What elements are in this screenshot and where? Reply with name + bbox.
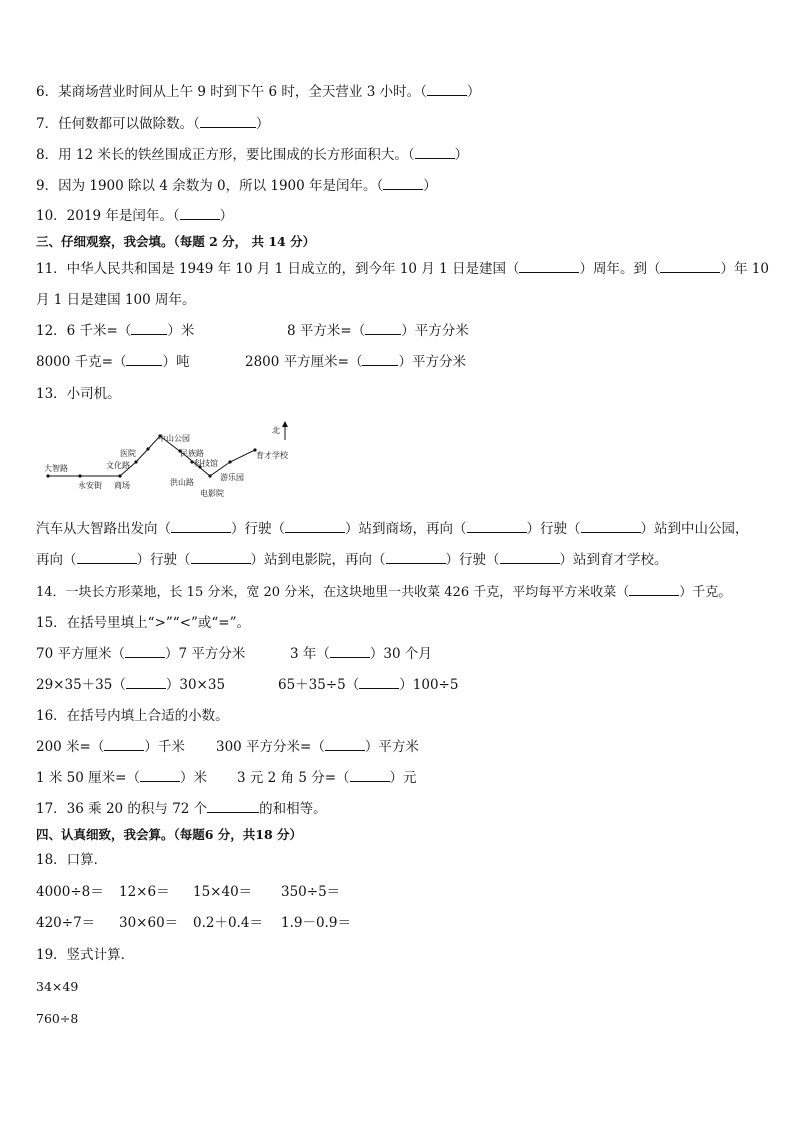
answer-blank[interactable]	[350, 769, 390, 782]
question-15-row1-right: 3 年（ ）30 个月	[290, 646, 432, 662]
vertical-calc-item: 34×49	[36, 979, 79, 994]
route-line	[48, 436, 255, 476]
section-3-heading: 三、仔细观察，我会填。（每题 2 分， 共 14 分）	[36, 234, 316, 249]
question-11-cont: 月 1 日是建国 100 周年。	[36, 292, 196, 308]
question-18-title: 18．口算．	[36, 852, 108, 868]
question-12-row1-right: 8 平方米=（ ）平方分米	[287, 323, 469, 339]
question-12-row1-left: 12．6 千米=（ ）米	[36, 323, 195, 339]
question-12-row2-right: 2800 平方厘米=（ ）平方分米	[245, 354, 466, 370]
stop-dot	[228, 460, 231, 463]
stop-label: 游乐园	[220, 473, 244, 482]
answer-blank[interactable]	[77, 551, 137, 564]
stop-label: 中山公园	[158, 434, 190, 443]
stop-label: 科技馆	[194, 459, 218, 468]
stop-dot	[46, 474, 49, 477]
question-15-row1-left: 70 平方厘米（ ）7 平方分米	[36, 646, 246, 662]
question-7: 7．任何数都可以做除数。（ ）	[36, 116, 270, 132]
stop-label: 育才学校	[256, 451, 288, 460]
answer-blank[interactable]	[191, 551, 251, 564]
question-16-title: 16．在括号内填上合适的小数。	[36, 708, 229, 724]
answer-blank[interactable]	[104, 738, 144, 751]
mental-math-item: 4000÷8＝	[36, 884, 104, 900]
answer-blank[interactable]	[126, 353, 162, 366]
question-9: 9．因为 1900 除以 4 余数为 0，所以 1900 年是闰年。（ ）	[36, 178, 437, 194]
question-13-line1: 汽车从大智路出发向（ ）行驶（ ）站到商场，再向（ ）行驶（ ）站到中山公园，	[36, 521, 749, 537]
answer-blank[interactable]	[500, 551, 560, 564]
stop-dot	[146, 447, 149, 450]
question-12-row2-left: 8000 千克=（ ）吨	[36, 354, 190, 370]
answer-blank[interactable]	[140, 769, 180, 782]
stop-dot	[78, 474, 81, 477]
answer-blank[interactable]	[427, 83, 467, 96]
answer-blank[interactable]	[171, 520, 231, 533]
answer-blank[interactable]	[467, 520, 527, 533]
stop-label: 洪山路	[170, 478, 194, 487]
question-16-row1-right: 300 平方分米=（ ）平方米	[216, 739, 419, 755]
stop-dot	[208, 474, 211, 477]
answer-blank[interactable]	[125, 645, 165, 658]
question-10: 10．2019 年是闰年。（ ）	[36, 208, 234, 224]
question-16-row2-right: 3 元 2 角 5 分=（ ）元	[237, 770, 417, 786]
answer-blank[interactable]	[359, 676, 399, 689]
answer-blank[interactable]	[200, 115, 256, 128]
mental-math-item: 30×60＝	[119, 915, 179, 931]
mental-math-item: 1.9－0.9＝	[281, 915, 351, 931]
answer-blank[interactable]	[386, 551, 446, 564]
answer-blank[interactable]	[131, 322, 167, 335]
answer-blank[interactable]	[126, 676, 166, 689]
stop-label: 永安街	[78, 481, 102, 490]
vertical-calc-item: 760÷8	[36, 1011, 79, 1026]
question-15-row2-left: 29×35＋35（ ）30×35	[36, 677, 226, 693]
stop-dot	[134, 460, 137, 463]
question-11: 11．中华人民共和国是 1949 年 10 月 1 日成立的，到今年 10 月 1 日是建国（ ）周年。到（ ）年 10	[36, 261, 769, 277]
question-6: 6．某商场营业时间从上午 9 时到下午 6 时，全天营业 3 小时。（ ）	[36, 84, 481, 100]
mental-math-item: 12×6＝	[119, 884, 170, 900]
answer-blank[interactable]	[362, 353, 398, 366]
answer-blank[interactable]	[365, 322, 401, 335]
question-13-title: 13．小司机。	[36, 386, 121, 402]
answer-blank[interactable]	[519, 260, 579, 273]
question-15-title: 15．在括号里填上“>”“<”或“=”。	[36, 615, 251, 631]
route-map	[40, 418, 310, 503]
stop-label: 商场	[114, 481, 130, 490]
answer-blank[interactable]	[629, 583, 679, 596]
answer-blank[interactable]	[325, 738, 365, 751]
stop-dot	[118, 474, 121, 477]
question-17: 17．36 乘 20 的积与 72 个 的和相等。	[36, 801, 327, 817]
answer-blank[interactable]	[330, 645, 370, 658]
question-15-row2-right: 65＋35÷5（ ）100÷5	[278, 677, 459, 693]
mental-math-item: 0.2＋0.4＝	[193, 915, 263, 931]
north-label: 北	[272, 426, 280, 435]
answer-blank[interactable]	[415, 146, 455, 159]
mental-math-item: 15×40＝	[193, 884, 253, 900]
stop-label: 文化路	[106, 461, 130, 470]
question-19-title: 19．竖式计算．	[36, 947, 135, 963]
question-13-line2: 再向（ ）行驶（ ）站到电影院，再向（ ）行驶（ ）站到育才学校。	[36, 552, 668, 568]
mental-math-item: 420÷7＝	[36, 915, 96, 931]
north-arrow-head	[282, 421, 288, 427]
stop-label: 大智路	[44, 464, 68, 473]
answer-blank[interactable]	[180, 207, 220, 220]
answer-blank[interactable]	[285, 520, 345, 533]
stop-label: 民族路	[180, 449, 204, 458]
stop-label: 医院	[120, 449, 136, 458]
answer-blank[interactable]	[660, 260, 720, 273]
answer-blank[interactable]	[581, 520, 641, 533]
stop-label: 电影院	[200, 489, 224, 498]
answer-blank[interactable]	[207, 800, 259, 813]
answer-blank[interactable]	[383, 177, 423, 190]
question-14: 14．一块长方形菜地，长 15 分米，宽 20 分米，在这块地里一共收菜 426 千克，平均每平方米收菜（ ）千克。	[36, 585, 732, 600]
mental-math-item: 350÷5＝	[281, 884, 341, 900]
question-16-row2-left: 1 米 50 厘米=（ ）米	[36, 770, 207, 786]
question-16-row1-left: 200 米=（ ）千米	[36, 739, 185, 755]
question-8: 8．用 12 米长的铁丝围成正方形，要比围成的长方形面积大。（ ）	[36, 147, 469, 163]
section-4-heading: 四、认真细致，我会算。（每题6 分，共18 分）	[36, 827, 303, 842]
